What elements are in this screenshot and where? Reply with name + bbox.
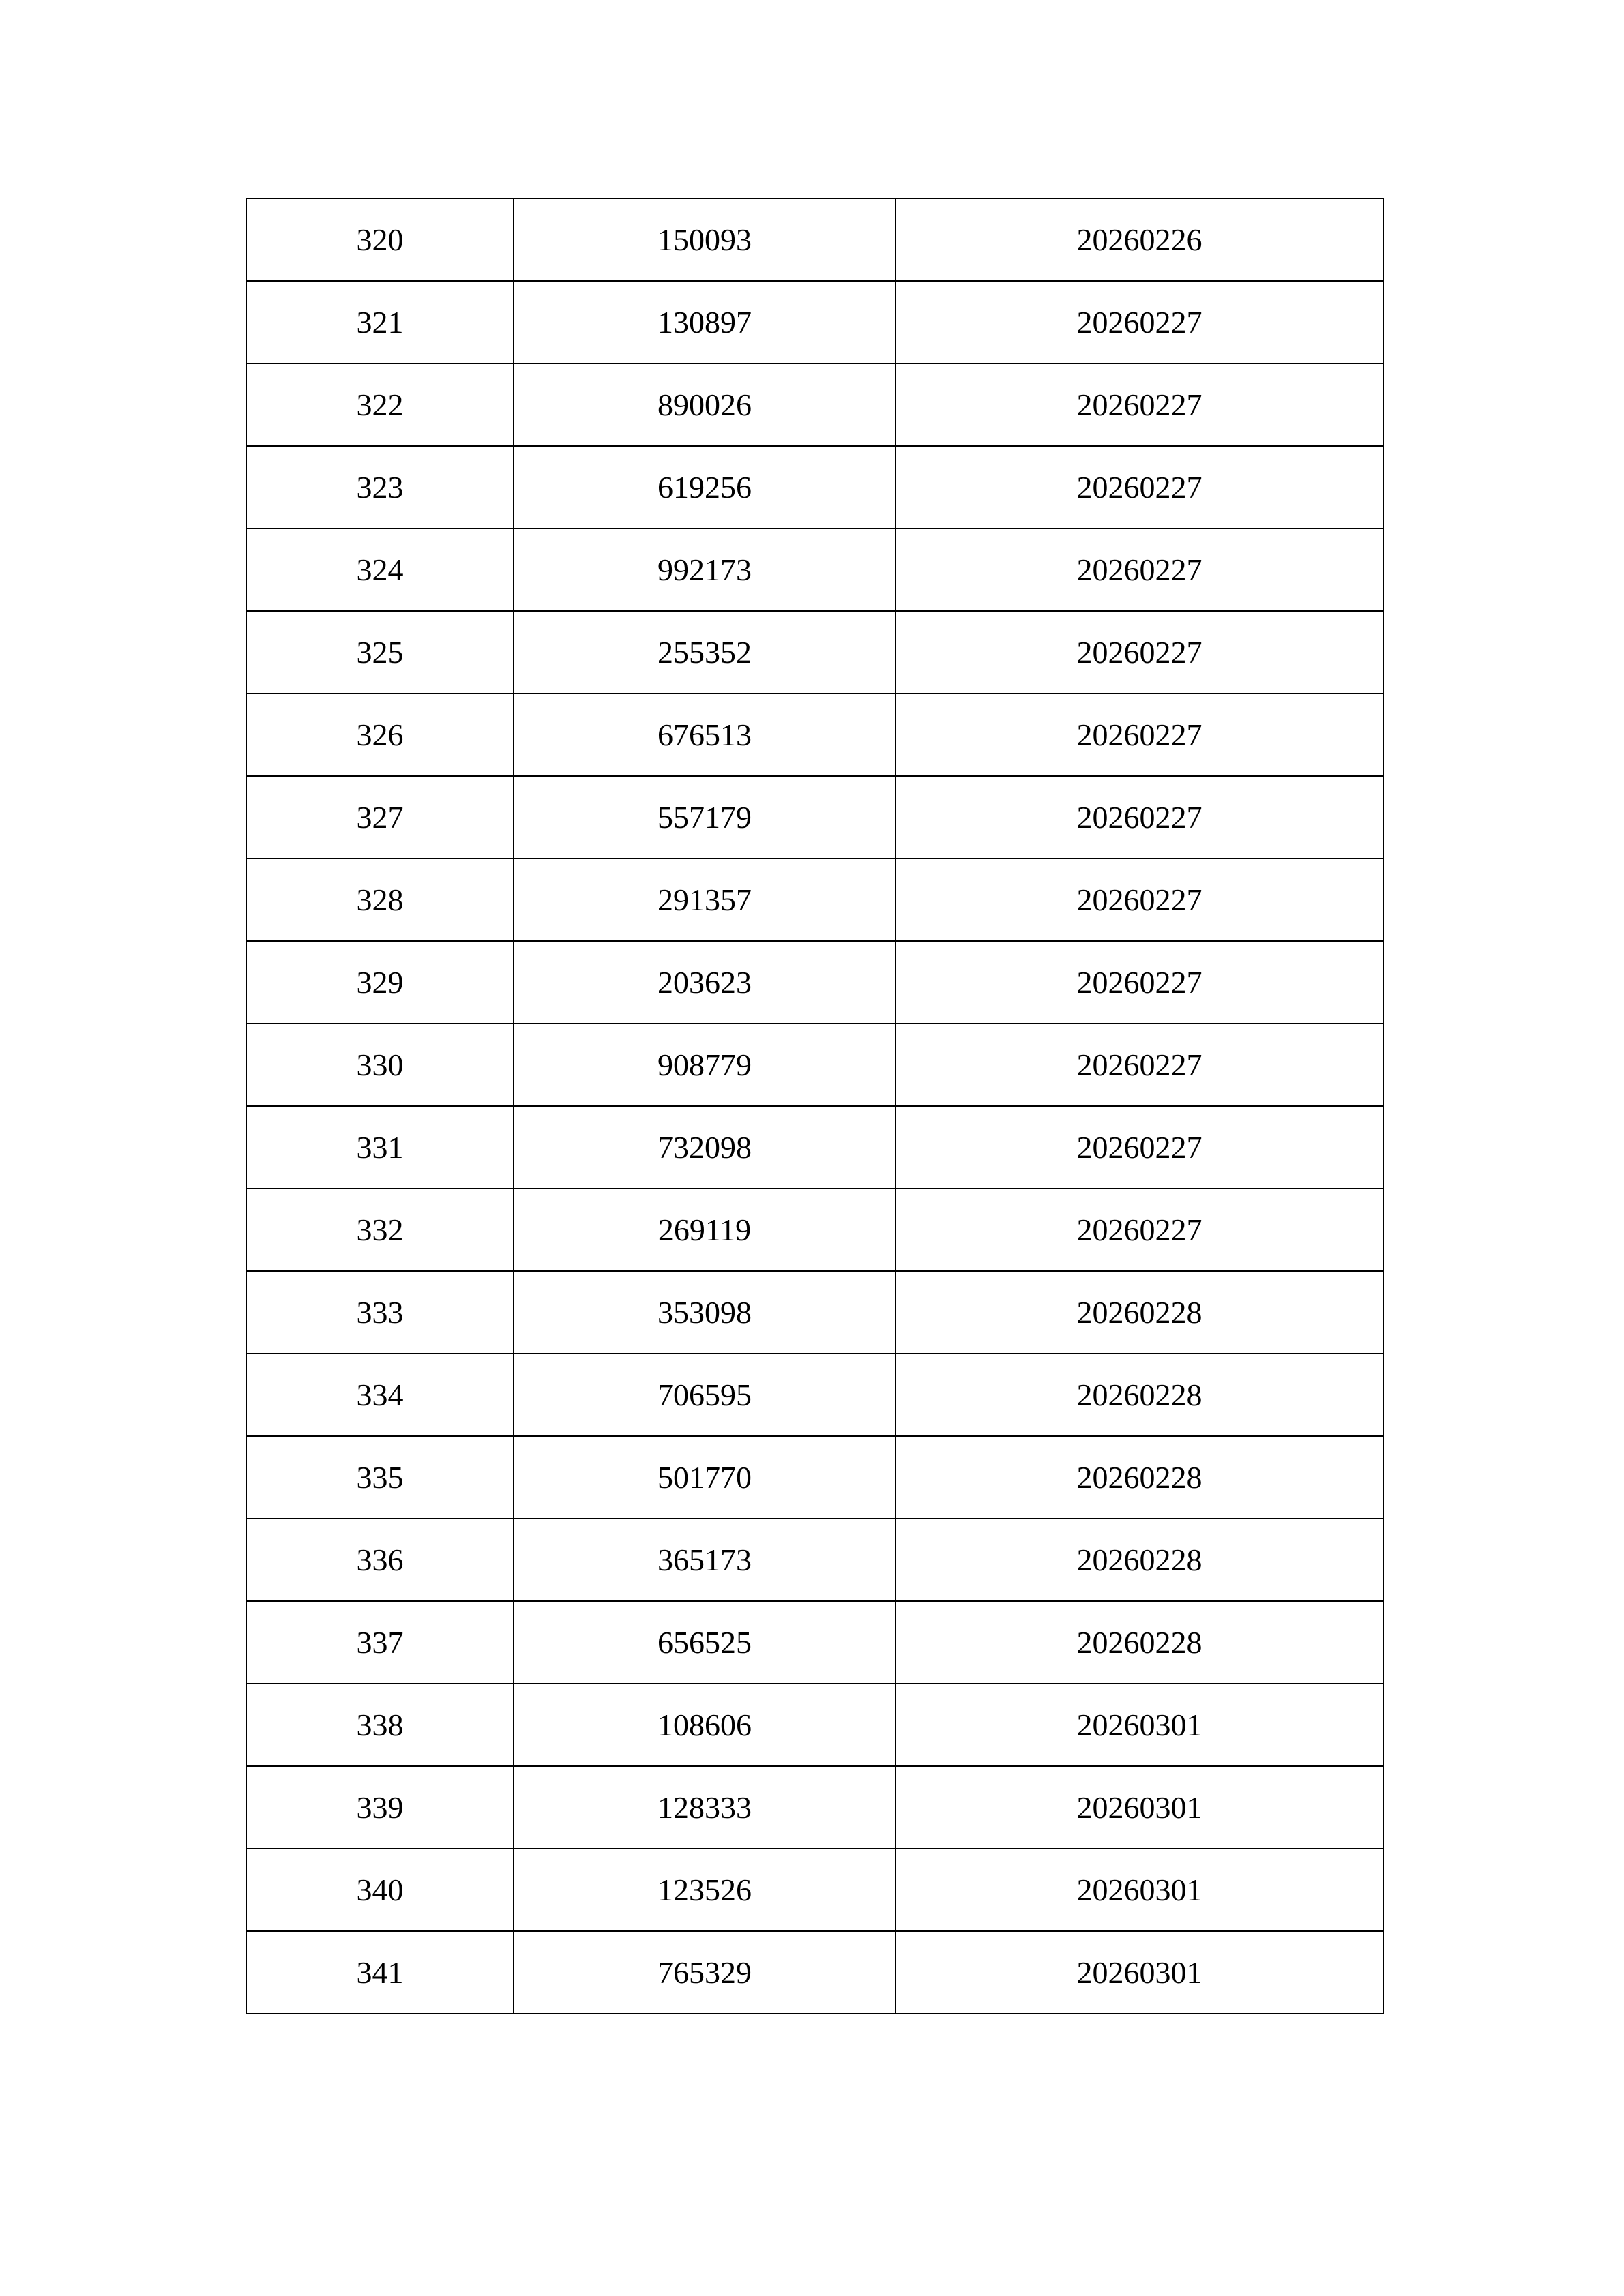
row-number-cell: 341 xyxy=(246,1931,514,2014)
date-cell: 20260228 xyxy=(896,1271,1383,1354)
table-row xyxy=(246,1354,1383,1436)
code-cell: 501770 xyxy=(514,1436,896,1519)
row-number-cell: 335 xyxy=(246,1436,514,1519)
row-number-cell: 338 xyxy=(246,1684,514,1766)
code-cell: 203623 xyxy=(514,941,896,1024)
date-cell: 20260227 xyxy=(896,1189,1383,1271)
date-cell: 20260227 xyxy=(896,694,1383,776)
row-number-cell: 337 xyxy=(246,1601,514,1684)
code-cell: 353098 xyxy=(514,1271,896,1354)
row-number-cell: 339 xyxy=(246,1766,514,1849)
code-cell: 765329 xyxy=(514,1931,896,2014)
date-cell: 20260301 xyxy=(896,1849,1383,1931)
date-cell: 20260227 xyxy=(896,1024,1383,1106)
data-table xyxy=(246,198,1384,2014)
code-cell: 992173 xyxy=(514,528,896,611)
code-cell: 291357 xyxy=(514,859,896,941)
table-row xyxy=(246,363,1383,446)
row-number-cell: 329 xyxy=(246,941,514,1024)
date-cell: 20260227 xyxy=(896,776,1383,859)
row-number-cell: 321 xyxy=(246,281,514,363)
table-row xyxy=(246,1766,1383,1849)
code-cell: 269119 xyxy=(514,1189,896,1271)
table-row xyxy=(246,1931,1383,2014)
table-row xyxy=(246,198,1383,281)
date-cell: 20260227 xyxy=(896,446,1383,528)
table-row xyxy=(246,1106,1383,1189)
row-number-cell: 333 xyxy=(246,1271,514,1354)
row-number-cell: 340 xyxy=(246,1849,514,1931)
row-number-cell: 330 xyxy=(246,1024,514,1106)
row-number-cell: 327 xyxy=(246,776,514,859)
code-cell: 255352 xyxy=(514,611,896,694)
table-row xyxy=(246,1601,1383,1684)
table-row xyxy=(246,1849,1383,1931)
date-cell: 20260227 xyxy=(896,363,1383,446)
table-body xyxy=(246,198,1383,2014)
date-cell: 20260301 xyxy=(896,1766,1383,1849)
code-cell: 130897 xyxy=(514,281,896,363)
date-cell: 20260228 xyxy=(896,1601,1383,1684)
row-number-cell: 331 xyxy=(246,1106,514,1189)
date-cell: 20260227 xyxy=(896,611,1383,694)
table-row xyxy=(246,776,1383,859)
code-cell: 676513 xyxy=(514,694,896,776)
table-row xyxy=(246,446,1383,528)
date-cell: 20260228 xyxy=(896,1436,1383,1519)
code-cell: 108606 xyxy=(514,1684,896,1766)
date-cell: 20260227 xyxy=(896,281,1383,363)
date-cell: 20260226 xyxy=(896,198,1383,281)
code-cell: 656525 xyxy=(514,1601,896,1684)
code-cell: 706595 xyxy=(514,1354,896,1436)
table-row xyxy=(246,694,1383,776)
date-cell: 20260227 xyxy=(896,941,1383,1024)
code-cell: 908779 xyxy=(514,1024,896,1106)
code-cell: 619256 xyxy=(514,446,896,528)
table-row xyxy=(246,859,1383,941)
table-row xyxy=(246,1436,1383,1519)
row-number-cell: 325 xyxy=(246,611,514,694)
row-number-cell: 324 xyxy=(246,528,514,611)
table-row xyxy=(246,528,1383,611)
row-number-cell: 326 xyxy=(246,694,514,776)
code-cell: 732098 xyxy=(514,1106,896,1189)
row-number-cell: 336 xyxy=(246,1519,514,1601)
row-number-cell: 334 xyxy=(246,1354,514,1436)
date-cell: 20260227 xyxy=(896,1106,1383,1189)
code-cell: 557179 xyxy=(514,776,896,859)
code-cell: 128333 xyxy=(514,1766,896,1849)
table-row xyxy=(246,281,1383,363)
row-number-cell: 332 xyxy=(246,1189,514,1271)
code-cell: 365173 xyxy=(514,1519,896,1601)
code-cell: 150093 xyxy=(514,198,896,281)
date-cell: 20260227 xyxy=(896,528,1383,611)
row-number-cell: 328 xyxy=(246,859,514,941)
date-cell: 20260228 xyxy=(896,1354,1383,1436)
row-number-cell: 320 xyxy=(246,198,514,281)
table-row xyxy=(246,1189,1383,1271)
code-cell: 890026 xyxy=(514,363,896,446)
table-row xyxy=(246,1271,1383,1354)
date-cell: 20260301 xyxy=(896,1931,1383,2014)
table-row xyxy=(246,941,1383,1024)
date-cell: 20260227 xyxy=(896,859,1383,941)
code-cell: 123526 xyxy=(514,1849,896,1931)
table-row xyxy=(246,1024,1383,1106)
table-row xyxy=(246,1684,1383,1766)
row-number-cell: 323 xyxy=(246,446,514,528)
table-row xyxy=(246,611,1383,694)
table-row xyxy=(246,1519,1383,1601)
date-cell: 20260301 xyxy=(896,1684,1383,1766)
date-cell: 20260228 xyxy=(896,1519,1383,1601)
row-number-cell: 322 xyxy=(246,363,514,446)
